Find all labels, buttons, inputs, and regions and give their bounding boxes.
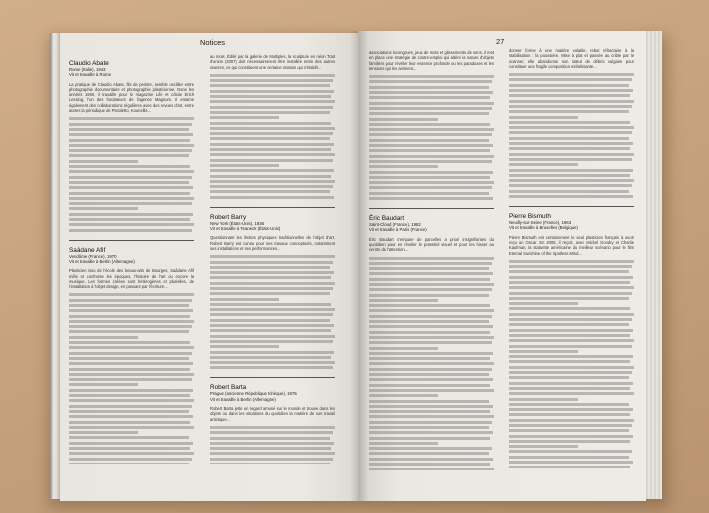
artist-name: Robert Barry xyxy=(210,213,247,221)
illegible-text-block xyxy=(210,426,335,464)
illegible-text-block xyxy=(69,117,194,231)
notice-text: Robert Barta jette un regard amusé sur le monde et trouve dans les objets ou dans les situations du quotidien la matière de son travail artistique... xyxy=(210,406,335,422)
notice-text: au mois. Édité par la galerie de Multiples, la sculpture en néon Trait d'union (2007) doit nécessairement être installée entre des autres œuvres, ce qui constituent une certaine relation qui s'établit... xyxy=(210,54,335,70)
running-head: Notices xyxy=(200,38,226,47)
entry-rule xyxy=(369,208,494,209)
notice-text: La pratique de Claudio Abate, fils de peintre, semble oscillier entre photographie documentaire et photographie plasticienne. Dans les années 1960, il travaille pour le magazine Life et côtoie Erich Lessing, l'un des fondateurs de l'agence Magnum. Il entame également des collaborations régulières avec des revues d'art, entre autres la périodique de Pistoletto, Kounellis... xyxy=(69,81,194,114)
notice-text: associations incongrues, jeux de mots et glissements de sens, il met en place une stratégie de contre-emploi qui altère la nature d'objets familiers pour révéler leur essence profonde ou les paradoxes et les tensions qui les animent... xyxy=(369,50,494,71)
entry-rule xyxy=(69,240,194,241)
right-col-1 xyxy=(369,50,494,470)
artist-name: Robert Barta xyxy=(210,384,247,392)
artist-meta: Saint-Cloud (France), 1982 Vit et travaille à Paris (France) xyxy=(369,222,427,233)
illegible-text-block xyxy=(69,293,194,464)
illegible-text-block xyxy=(210,255,335,369)
artist-meta: Neuilly-sur-Seine (France), 1963 Vit et travaille à Bruxelles (Belgique) xyxy=(509,220,578,231)
entry-rule xyxy=(509,206,634,207)
artist-name: Pierre Bismuth xyxy=(509,213,551,221)
entry-rule xyxy=(210,377,335,378)
artist-name: Claudio Abate xyxy=(69,60,109,67)
right-col-2 xyxy=(509,48,634,468)
left-col-1 xyxy=(69,54,194,464)
artist-name: Éric Baudart xyxy=(369,215,405,223)
book-gutter xyxy=(350,31,368,501)
artist-meta: Prague (ancienne République tchèque), 1975 Vit et travaille à Berlin (Allemagne) xyxy=(210,391,297,402)
illegible-text-block xyxy=(509,260,634,468)
artist-name: Saâdane Afif xyxy=(69,246,106,254)
artist-meta: Rome (Italie), 1943 Vit et travaille à Rome xyxy=(69,67,111,78)
page-stack-edge xyxy=(644,31,662,499)
illegible-text-block xyxy=(369,257,494,471)
left-col-2 xyxy=(210,54,335,464)
artist-meta: New York (États-Unis), 1936 Vit et travaille à Teaneck (États-Unis) xyxy=(210,220,281,232)
illegible-text-block xyxy=(369,75,494,200)
notice-text: Questionnant les limites physiques traditionnelles de l'objet d'art, Robert Barry est connu pour ses travaux conceptuels, notamment ses installations et ses performances... xyxy=(210,235,335,251)
notice-text: Plasticien issu de l'école des beaux-arts de Bourges, Saâdane Afif mêle et confronte les époques, l'histoire de l'art ou encore la musique. Les formes créées sont hétérogènes et plurielles, de l'installation à l'objet design, en passant par l'écriture... xyxy=(69,268,194,290)
entry-rule xyxy=(210,207,335,208)
page-number: 27 xyxy=(496,37,505,46)
notice-text: Pierre Bismuth est certainement le seul plasticien français à avoir reçu un Oscar. En 2005, il reçoit, avec Michel Gondry et Charlie Kaufman, la statuette américaine du meilleur scénario pour le film Eternal Sunshine of the Spotless Mind... xyxy=(509,234,634,256)
illegible-text-block xyxy=(210,74,335,199)
notice-text: donner forme à une matière volatile, rebut réfractaire à la stabilisation : la poussière. Mise à plat et passée au crible par le scanner, elle abandonne son statut de débris vulgaire pour constituer une fragile composition esthétisante... xyxy=(509,48,634,69)
illegible-text-block xyxy=(509,73,634,198)
artist-meta: Vendôme (France), 1970 Vit et travaille à Berlin (Allemagne) xyxy=(69,253,135,264)
notice-text: Éric Baudart s'empare de parcelles a priori insignifiantes du quotidien pour en révéler le potentiel visuel et pour les hisser au centre de l'attention... xyxy=(369,236,494,253)
